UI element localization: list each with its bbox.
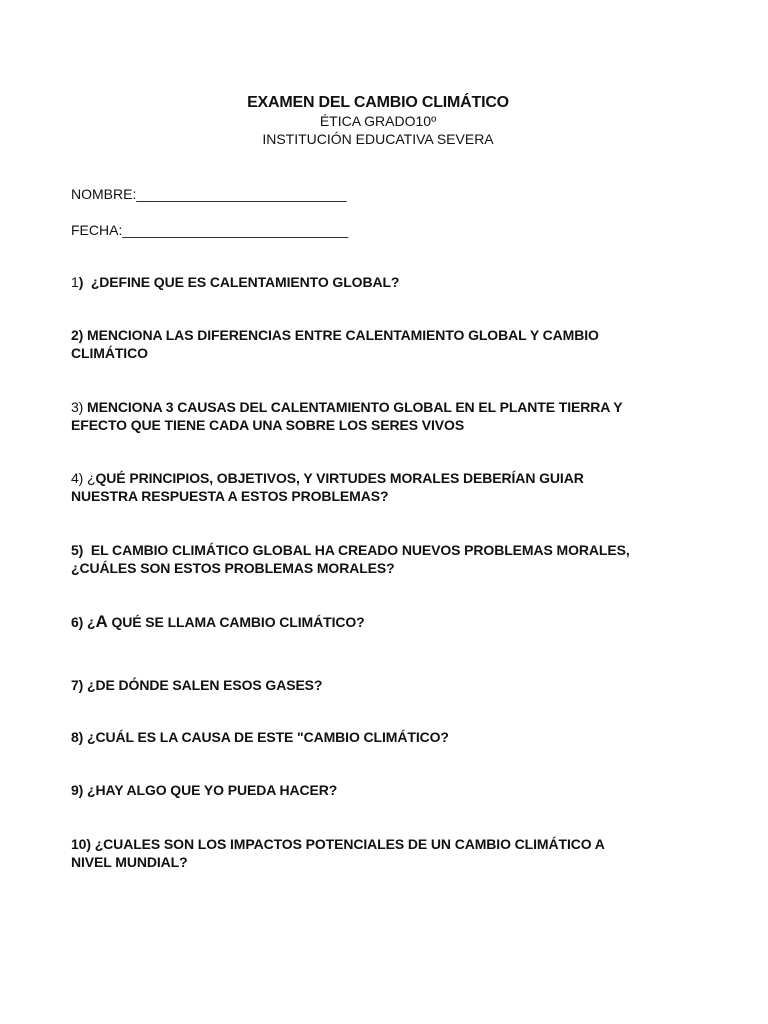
- question-2: [71, 326, 691, 362]
- document-header: [0, 93, 756, 148]
- question-4: [71, 469, 691, 505]
- question-8: 8) ¿CUÁL ES LA CAUSA DE ESTE "CAMBIO CLIMÁTICO?: [71, 729, 449, 745]
- question-1-number: 1: [71, 274, 79, 290]
- question-5-line-2: ¿CUÁLES SON ESTOS PROBLEMAS MORALES?: [71, 560, 395, 576]
- question-1-text: ¿DEFINE QUE ES CALENTAMIENTO GLOBAL?: [83, 274, 400, 290]
- question-3: [71, 398, 691, 434]
- question-10-line-2: NIVEL MUNDIAL?: [71, 854, 188, 870]
- question-10: [71, 835, 691, 871]
- question-6-letter-a: A: [95, 612, 108, 631]
- exam-institution: INSTITUCIÓN EDUCATIVA SEVERA: [262, 131, 494, 147]
- question-7: 7) ¿DE DÓNDE SALEN ESOS GASES?: [71, 677, 323, 693]
- question-5: [71, 541, 691, 577]
- date-field: FECHA:_____________________________: [71, 222, 349, 238]
- question-4-line-2: NUESTRA RESPUESTA A ESTOS PROBLEMAS?: [71, 488, 389, 504]
- question-3-line-1: MENCIONA 3 CAUSAS DEL CALENTAMIENTO GLOBAL EN EL PLANTE TIERRA Y: [87, 399, 623, 415]
- question-6: [71, 613, 691, 631]
- question-6-text: QUÉ SE LLAMA CAMBIO CLIMÁTICO?: [107, 614, 365, 630]
- question-4-number: 4) ¿: [71, 470, 96, 486]
- question-1-paren: ): [78, 274, 84, 290]
- exam-subject: ÉTICA GRADO10º: [319, 113, 437, 129]
- question-3-line-2: EFECTO QUE TIENE CADA UNA SOBRE LOS SERES VIVOS: [71, 417, 465, 433]
- exam-title: EXAMEN DEL CAMBIO CLIMÁTICO: [247, 94, 509, 111]
- question-3-number: 3): [71, 399, 88, 415]
- name-field: NOMBRE:___________________________: [71, 186, 347, 202]
- question-10-line-1: 10) ¿CUALES SON LOS IMPACTOS POTENCIALES DE UN CAMBIO CLIMÁTICO A: [71, 836, 605, 852]
- question-2-line-2: CLIMÁTICO: [71, 345, 148, 361]
- question-2-line-1: 2) MENCIONA LAS DIFERENCIAS ENTRE CALENTAMIENTO GLOBAL Y CAMBIO: [71, 327, 599, 343]
- question-4-line-1: QUÉ PRINCIPIOS, OBJETIVOS, Y VIRTUDES MORALES DEBERÍAN GUIAR: [95, 470, 584, 486]
- question-1: [71, 273, 691, 291]
- question-5-line-1: 5) EL CAMBIO CLIMÁTICO GLOBAL HA CREADO NUEVOS PROBLEMAS MORALES,: [71, 542, 630, 558]
- question-6-number: 6) ¿: [71, 614, 96, 630]
- question-9: 9) ¿HAY ALGO QUE YO PUEDA HACER?: [71, 782, 338, 798]
